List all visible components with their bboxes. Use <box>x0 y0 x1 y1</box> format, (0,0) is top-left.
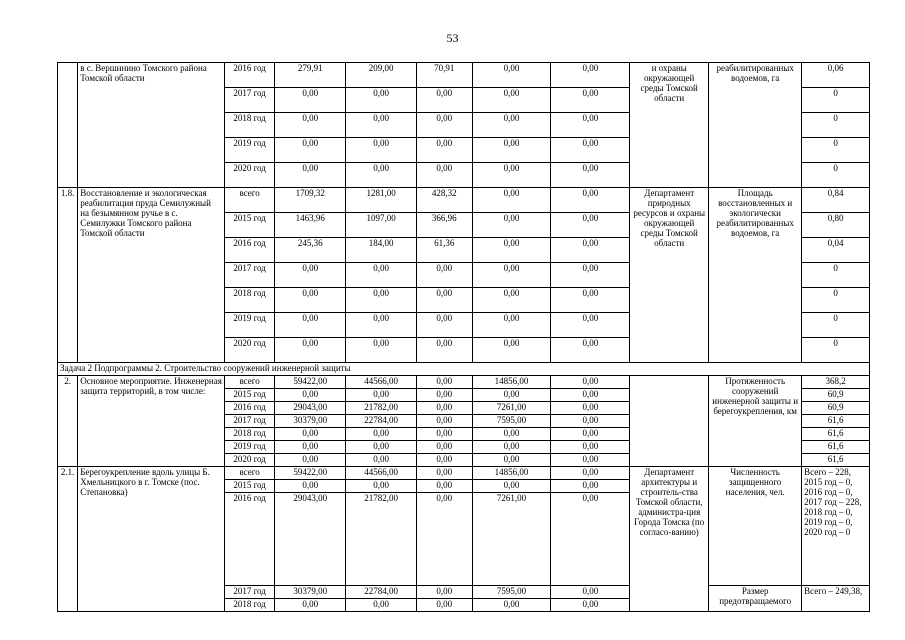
local-cell: 0,00 <box>472 338 551 363</box>
local-cell: 0,00 <box>472 428 551 441</box>
other-cell: 0,00 <box>551 213 630 238</box>
total-cell: 0,00 <box>275 288 346 313</box>
period-cell: 2017 год <box>224 263 275 288</box>
other-cell: 0,00 <box>551 467 630 480</box>
indicator-value-cell: 0,04 <box>802 238 870 263</box>
indicator-value-cell: 0 <box>802 138 870 163</box>
period-cell: 2019 год <box>224 138 275 163</box>
activity-name: Основное мероприятие. Инженерная защита территорий, в том числе: <box>78 376 225 467</box>
other-cell: 0,00 <box>551 88 630 113</box>
total-cell: 0,00 <box>275 263 346 288</box>
indicator-cell: Размер предотвращаемого <box>709 586 802 612</box>
executor-cell: Департамент природных ресурсов и охраны окружающей среды Томской области <box>630 188 709 363</box>
period-cell: 2018 год <box>224 599 275 612</box>
period-cell: 2017 год <box>224 88 275 113</box>
local-cell: 0,00 <box>472 599 551 612</box>
regional-cell: 0,00 <box>416 113 472 138</box>
executor-cell <box>630 376 709 467</box>
other-cell: 0,00 <box>551 238 630 263</box>
regional-cell: 0,00 <box>416 313 472 338</box>
regional-cell: 0,00 <box>416 428 472 441</box>
total-cell: 29043,00 <box>275 493 346 586</box>
federal-cell: 0,00 <box>346 441 417 454</box>
federal-cell: 209,00 <box>346 63 417 88</box>
other-cell: 0,00 <box>551 313 630 338</box>
regional-cell: 0,00 <box>416 88 472 113</box>
indicator-value-cell: 61,6 <box>802 415 870 428</box>
total-cell: 0,00 <box>275 338 346 363</box>
table-row <box>58 376 870 389</box>
indicator-value-cell: 0,06 <box>802 63 870 88</box>
period-cell: 2018 год <box>224 113 275 138</box>
task-heading: Задача 2 Подпрограммы 2. Строительство сооружений инженерной защиты <box>58 363 870 376</box>
local-cell: 0,00 <box>472 88 551 113</box>
total-cell: 1463,96 <box>275 213 346 238</box>
federal-cell: 0,00 <box>346 138 417 163</box>
period-cell: 2015 год <box>224 389 275 402</box>
other-cell: 0,00 <box>551 599 630 612</box>
indicator-cell: Протяженность сооружений инженерной защиты и берегоукрепления, км <box>709 376 802 467</box>
federal-cell: 0,00 <box>346 88 417 113</box>
row-number: 2. <box>58 376 78 467</box>
total-cell: 0,00 <box>275 599 346 612</box>
indicator-value-cell: 0 <box>802 313 870 338</box>
federal-cell: 0,00 <box>346 338 417 363</box>
regional-cell: 0,00 <box>416 138 472 163</box>
indicator-value-cell: 60,9 <box>802 389 870 402</box>
local-cell: 14856,00 <box>472 467 551 480</box>
regional-cell: 0,00 <box>416 263 472 288</box>
regional-cell: 0,00 <box>416 338 472 363</box>
period-cell: 2017 год <box>224 415 275 428</box>
total-cell: 0,00 <box>275 480 346 493</box>
other-cell: 0,00 <box>551 428 630 441</box>
row-number: 1.8. <box>58 188 78 363</box>
period-cell: 2020 год <box>224 338 275 363</box>
local-cell: 0,00 <box>472 389 551 402</box>
total-cell: 0,00 <box>275 88 346 113</box>
local-cell: 0,00 <box>472 238 551 263</box>
indicator-value-cell: 0 <box>802 263 870 288</box>
federal-cell: 0,00 <box>346 389 417 402</box>
regional-cell: 0,00 <box>416 493 472 586</box>
local-cell: 0,00 <box>472 188 551 213</box>
local-cell: 7261,00 <box>472 402 551 415</box>
period-cell: 2016 год <box>224 63 275 88</box>
regional-cell: 0,00 <box>416 441 472 454</box>
period-cell: всего <box>224 467 275 480</box>
local-cell: 0,00 <box>472 263 551 288</box>
executor-cell: Департамент архитектуры и строитель-ства Томской области, администра-ция Города Томска (по согласо-ванию) <box>630 467 709 612</box>
indicator-cell: Численность защищенного населения, чел. <box>709 467 802 586</box>
federal-cell: 21782,00 <box>346 402 417 415</box>
indicator-value-cell: 61,6 <box>802 454 870 467</box>
total-cell: 245,36 <box>275 238 346 263</box>
regional-cell: 0,00 <box>416 389 472 402</box>
total-cell: 279,91 <box>275 63 346 88</box>
regional-cell: 0,00 <box>416 288 472 313</box>
regional-cell: 0,00 <box>416 415 472 428</box>
other-cell: 0,00 <box>551 415 630 428</box>
total-cell: 0,00 <box>275 389 346 402</box>
program-table <box>57 62 870 612</box>
period-cell: 2016 год <box>224 402 275 415</box>
federal-cell: 0,00 <box>346 113 417 138</box>
federal-cell: 0,00 <box>346 599 417 612</box>
row-number: 2.1. <box>58 467 78 612</box>
regional-cell: 70,91 <box>416 63 472 88</box>
local-cell: 14856,00 <box>472 376 551 389</box>
local-cell: 7261,00 <box>472 493 551 586</box>
local-cell: 0,00 <box>472 138 551 163</box>
indicator-value-cell: 0,84 <box>802 188 870 213</box>
table-row <box>58 467 870 480</box>
other-cell: 0,00 <box>551 376 630 389</box>
total-cell: 0,00 <box>275 441 346 454</box>
regional-cell: 0,00 <box>416 454 472 467</box>
other-cell: 0,00 <box>551 163 630 188</box>
federal-cell: 21782,00 <box>346 493 417 586</box>
period-cell: 2018 год <box>224 288 275 313</box>
indicator-cell: реабилитированных водоемов, га <box>709 63 802 188</box>
federal-cell: 0,00 <box>346 263 417 288</box>
regional-cell: 61,36 <box>416 238 472 263</box>
local-cell: 0,00 <box>472 213 551 238</box>
indicator-value-cell: 61,6 <box>802 428 870 441</box>
activity-name: Восстановление и экологическая реабилитация пруда Семилужный на безымянном ручье в с. Семилужки Томского района Томской области <box>78 188 225 363</box>
federal-cell: 1097,00 <box>346 213 417 238</box>
regional-cell: 0,00 <box>416 480 472 493</box>
other-cell: 0,00 <box>551 338 630 363</box>
other-cell: 0,00 <box>551 493 630 586</box>
total-cell: 0,00 <box>275 428 346 441</box>
indicator-value-cell: 0 <box>802 338 870 363</box>
period-cell: 2016 год <box>224 238 275 263</box>
federal-cell: 44566,00 <box>346 467 417 480</box>
other-cell: 0,00 <box>551 586 630 599</box>
indicator-value-cell: 0,80 <box>802 213 870 238</box>
table-row <box>58 63 870 88</box>
federal-cell: 0,00 <box>346 288 417 313</box>
federal-cell: 0,00 <box>346 428 417 441</box>
task-heading-row <box>58 363 870 376</box>
federal-cell: 0,00 <box>346 454 417 467</box>
regional-cell: 0,00 <box>416 376 472 389</box>
regional-cell: 0,00 <box>416 163 472 188</box>
regional-cell: 0,00 <box>416 599 472 612</box>
federal-cell: 44566,00 <box>346 376 417 389</box>
other-cell: 0,00 <box>551 263 630 288</box>
indicator-value-cell: Всего – 249,38, <box>802 586 870 612</box>
total-cell: 0,00 <box>275 454 346 467</box>
indicator-value-cell: 0 <box>802 88 870 113</box>
activity-name: Берегоукрепление вдоль улицы Б. Хмельницкого в г. Томске (пос. Степановка) <box>78 467 225 612</box>
period-cell: 2015 год <box>224 480 275 493</box>
federal-cell: 1281,00 <box>346 188 417 213</box>
other-cell: 0,00 <box>551 138 630 163</box>
local-cell: 7595,00 <box>472 586 551 599</box>
federal-cell: 184,00 <box>346 238 417 263</box>
indicator-cell: Площадь восстановленных и экологически реабилитированных водоемов, га <box>709 188 802 363</box>
indicator-value-cell: 0 <box>802 288 870 313</box>
period-cell: 2020 год <box>224 454 275 467</box>
period-cell: всего <box>224 376 275 389</box>
total-cell: 0,00 <box>275 138 346 163</box>
other-cell: 0,00 <box>551 441 630 454</box>
local-cell: 0,00 <box>472 454 551 467</box>
total-cell: 0,00 <box>275 313 346 338</box>
total-cell: 59422,00 <box>275 467 346 480</box>
local-cell: 0,00 <box>472 113 551 138</box>
total-cell: 0,00 <box>275 113 346 138</box>
total-cell: 29043,00 <box>275 402 346 415</box>
period-cell: 2018 год <box>224 428 275 441</box>
federal-cell: 22784,00 <box>346 415 417 428</box>
local-cell: 0,00 <box>472 480 551 493</box>
local-cell: 0,00 <box>472 288 551 313</box>
local-cell: 0,00 <box>472 441 551 454</box>
indicator-value-cell: 368,2 <box>802 376 870 389</box>
indicator-value-cell: 0 <box>802 163 870 188</box>
other-cell: 0,00 <box>551 389 630 402</box>
period-cell: всего <box>224 188 275 213</box>
page-number: 53 <box>446 31 459 45</box>
total-cell: 30379,00 <box>275 586 346 599</box>
total-cell: 0,00 <box>275 163 346 188</box>
regional-cell: 428,32 <box>416 188 472 213</box>
federal-cell: 22784,00 <box>346 586 417 599</box>
regional-cell: 0,00 <box>416 402 472 415</box>
local-cell: 0,00 <box>472 163 551 188</box>
regional-cell: 0,00 <box>416 586 472 599</box>
total-cell: 1709,32 <box>275 188 346 213</box>
indicator-value-cell: 0 <box>802 113 870 138</box>
other-cell: 0,00 <box>551 113 630 138</box>
period-cell: 2019 год <box>224 313 275 338</box>
period-cell: 2019 год <box>224 441 275 454</box>
table-row <box>58 188 870 213</box>
other-cell: 0,00 <box>551 454 630 467</box>
other-cell: 0,00 <box>551 402 630 415</box>
row-number <box>58 63 78 188</box>
regional-cell: 0,00 <box>416 467 472 480</box>
regional-cell: 366,96 <box>416 213 472 238</box>
federal-cell: 0,00 <box>346 480 417 493</box>
other-cell: 0,00 <box>551 480 630 493</box>
total-cell: 59422,00 <box>275 376 346 389</box>
other-cell: 0,00 <box>551 288 630 313</box>
indicator-value-cell: 61,6 <box>802 441 870 454</box>
period-cell: 2015 год <box>224 213 275 238</box>
period-cell: 2016 год <box>224 493 275 586</box>
period-cell: 2017 год <box>224 586 275 599</box>
other-cell: 0,00 <box>551 188 630 213</box>
federal-cell: 0,00 <box>346 313 417 338</box>
federal-cell: 0,00 <box>346 163 417 188</box>
local-cell: 0,00 <box>472 63 551 88</box>
period-cell: 2020 год <box>224 163 275 188</box>
executor-cell: и охраны окружающей среды Томской области <box>630 63 709 188</box>
other-cell: 0,00 <box>551 63 630 88</box>
indicator-value-cell: 60,9 <box>802 402 870 415</box>
local-cell: 0,00 <box>472 313 551 338</box>
total-cell: 30379,00 <box>275 415 346 428</box>
indicator-value-cell: Всего – 228, 2015 год – 0, 2016 год – 0, 2017 год – 228, 2018 год – 0, 2019 год – 0, 2020 год – 0 <box>802 467 870 586</box>
activity-name: в с. Вершинино Томского района Томской области <box>78 63 225 188</box>
local-cell: 7595,00 <box>472 415 551 428</box>
